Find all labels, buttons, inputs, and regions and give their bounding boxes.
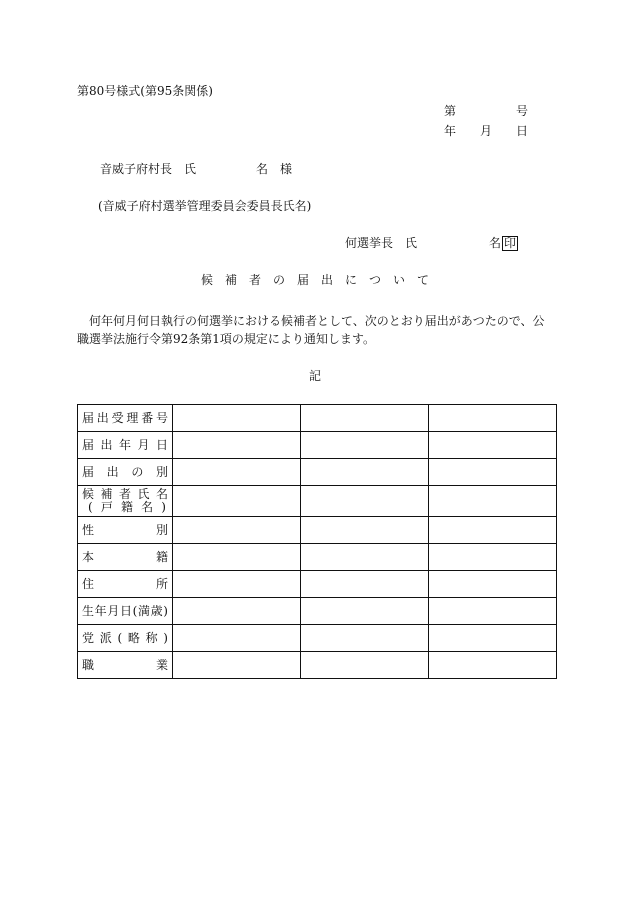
table-row xyxy=(78,432,557,459)
table-cell xyxy=(173,598,301,625)
table-cell xyxy=(429,625,557,652)
row-label: 職業 xyxy=(78,652,173,679)
table-cell xyxy=(173,625,301,652)
table-cell xyxy=(301,652,429,679)
body-text xyxy=(77,312,555,348)
document-title: 候 補 者 の 届 出 に つ い て xyxy=(200,273,429,287)
form-number: 第80号様式(第95条関係) xyxy=(77,84,213,98)
table-row xyxy=(78,405,557,432)
table-row xyxy=(78,598,557,625)
table-cell xyxy=(429,459,557,486)
table-cell xyxy=(301,571,429,598)
table-cell xyxy=(173,405,301,432)
ki-heading: 記 xyxy=(308,369,321,383)
sender-line xyxy=(345,236,518,251)
table-cell xyxy=(173,459,301,486)
table-cell xyxy=(173,544,301,571)
row-label: 届出の別 xyxy=(78,459,173,486)
committee-chair: (音威子府村選挙管理委員会委員長氏名) xyxy=(98,199,312,213)
table-cell xyxy=(301,432,429,459)
table-cell xyxy=(429,517,557,544)
candidate-table xyxy=(77,404,557,679)
table-cell xyxy=(301,486,429,517)
table-cell xyxy=(301,598,429,625)
table-cell xyxy=(301,405,429,432)
table-cell xyxy=(173,571,301,598)
row-label: 党派(略称) xyxy=(78,625,173,652)
seal-mark: 印 xyxy=(504,236,517,250)
table-row xyxy=(78,652,557,679)
row-label: 住所 xyxy=(78,571,173,598)
document-number-line: 第 号 xyxy=(444,104,529,118)
table-cell xyxy=(301,517,429,544)
table-cell xyxy=(429,598,557,625)
table-cell xyxy=(429,405,557,432)
row-label: 本籍 xyxy=(78,544,173,571)
table-cell xyxy=(173,432,301,459)
table-cell xyxy=(173,652,301,679)
document-date-line: 年 月 日 xyxy=(444,124,529,138)
table-cell xyxy=(429,571,557,598)
row-label: 届出受理番号 xyxy=(78,405,173,432)
table-row xyxy=(78,459,557,486)
body-line-1: 何年何月何日執行の何選挙における候補者として、次のとおり届出があつたので、公 xyxy=(77,314,545,328)
body-line-2: 職選挙法施行令第92条第1項の規定により通知します。 xyxy=(77,332,375,346)
row-label: 届出年月日 xyxy=(78,432,173,459)
table-cell xyxy=(173,517,301,544)
table-row xyxy=(78,486,557,517)
table-row xyxy=(78,625,557,652)
addressee: 音威子府村長 氏 名 様 xyxy=(100,162,293,176)
table-row xyxy=(78,517,557,544)
table-cell xyxy=(429,652,557,679)
table-cell xyxy=(301,544,429,571)
row-label: 生年月日(満歳) xyxy=(78,598,173,625)
row-label: 性別 xyxy=(78,517,173,544)
row-sublabel: (戸籍名) xyxy=(88,500,166,514)
table-cell xyxy=(173,486,301,517)
table-row xyxy=(78,544,557,571)
table-cell xyxy=(429,486,557,517)
table-cell xyxy=(429,432,557,459)
row-label: 候補者氏名 (戸籍名) xyxy=(78,486,173,517)
sender-name: 何選挙長 氏 名 xyxy=(345,236,502,250)
table-cell xyxy=(301,625,429,652)
table-cell xyxy=(301,459,429,486)
table-cell xyxy=(429,544,557,571)
table-row xyxy=(78,571,557,598)
